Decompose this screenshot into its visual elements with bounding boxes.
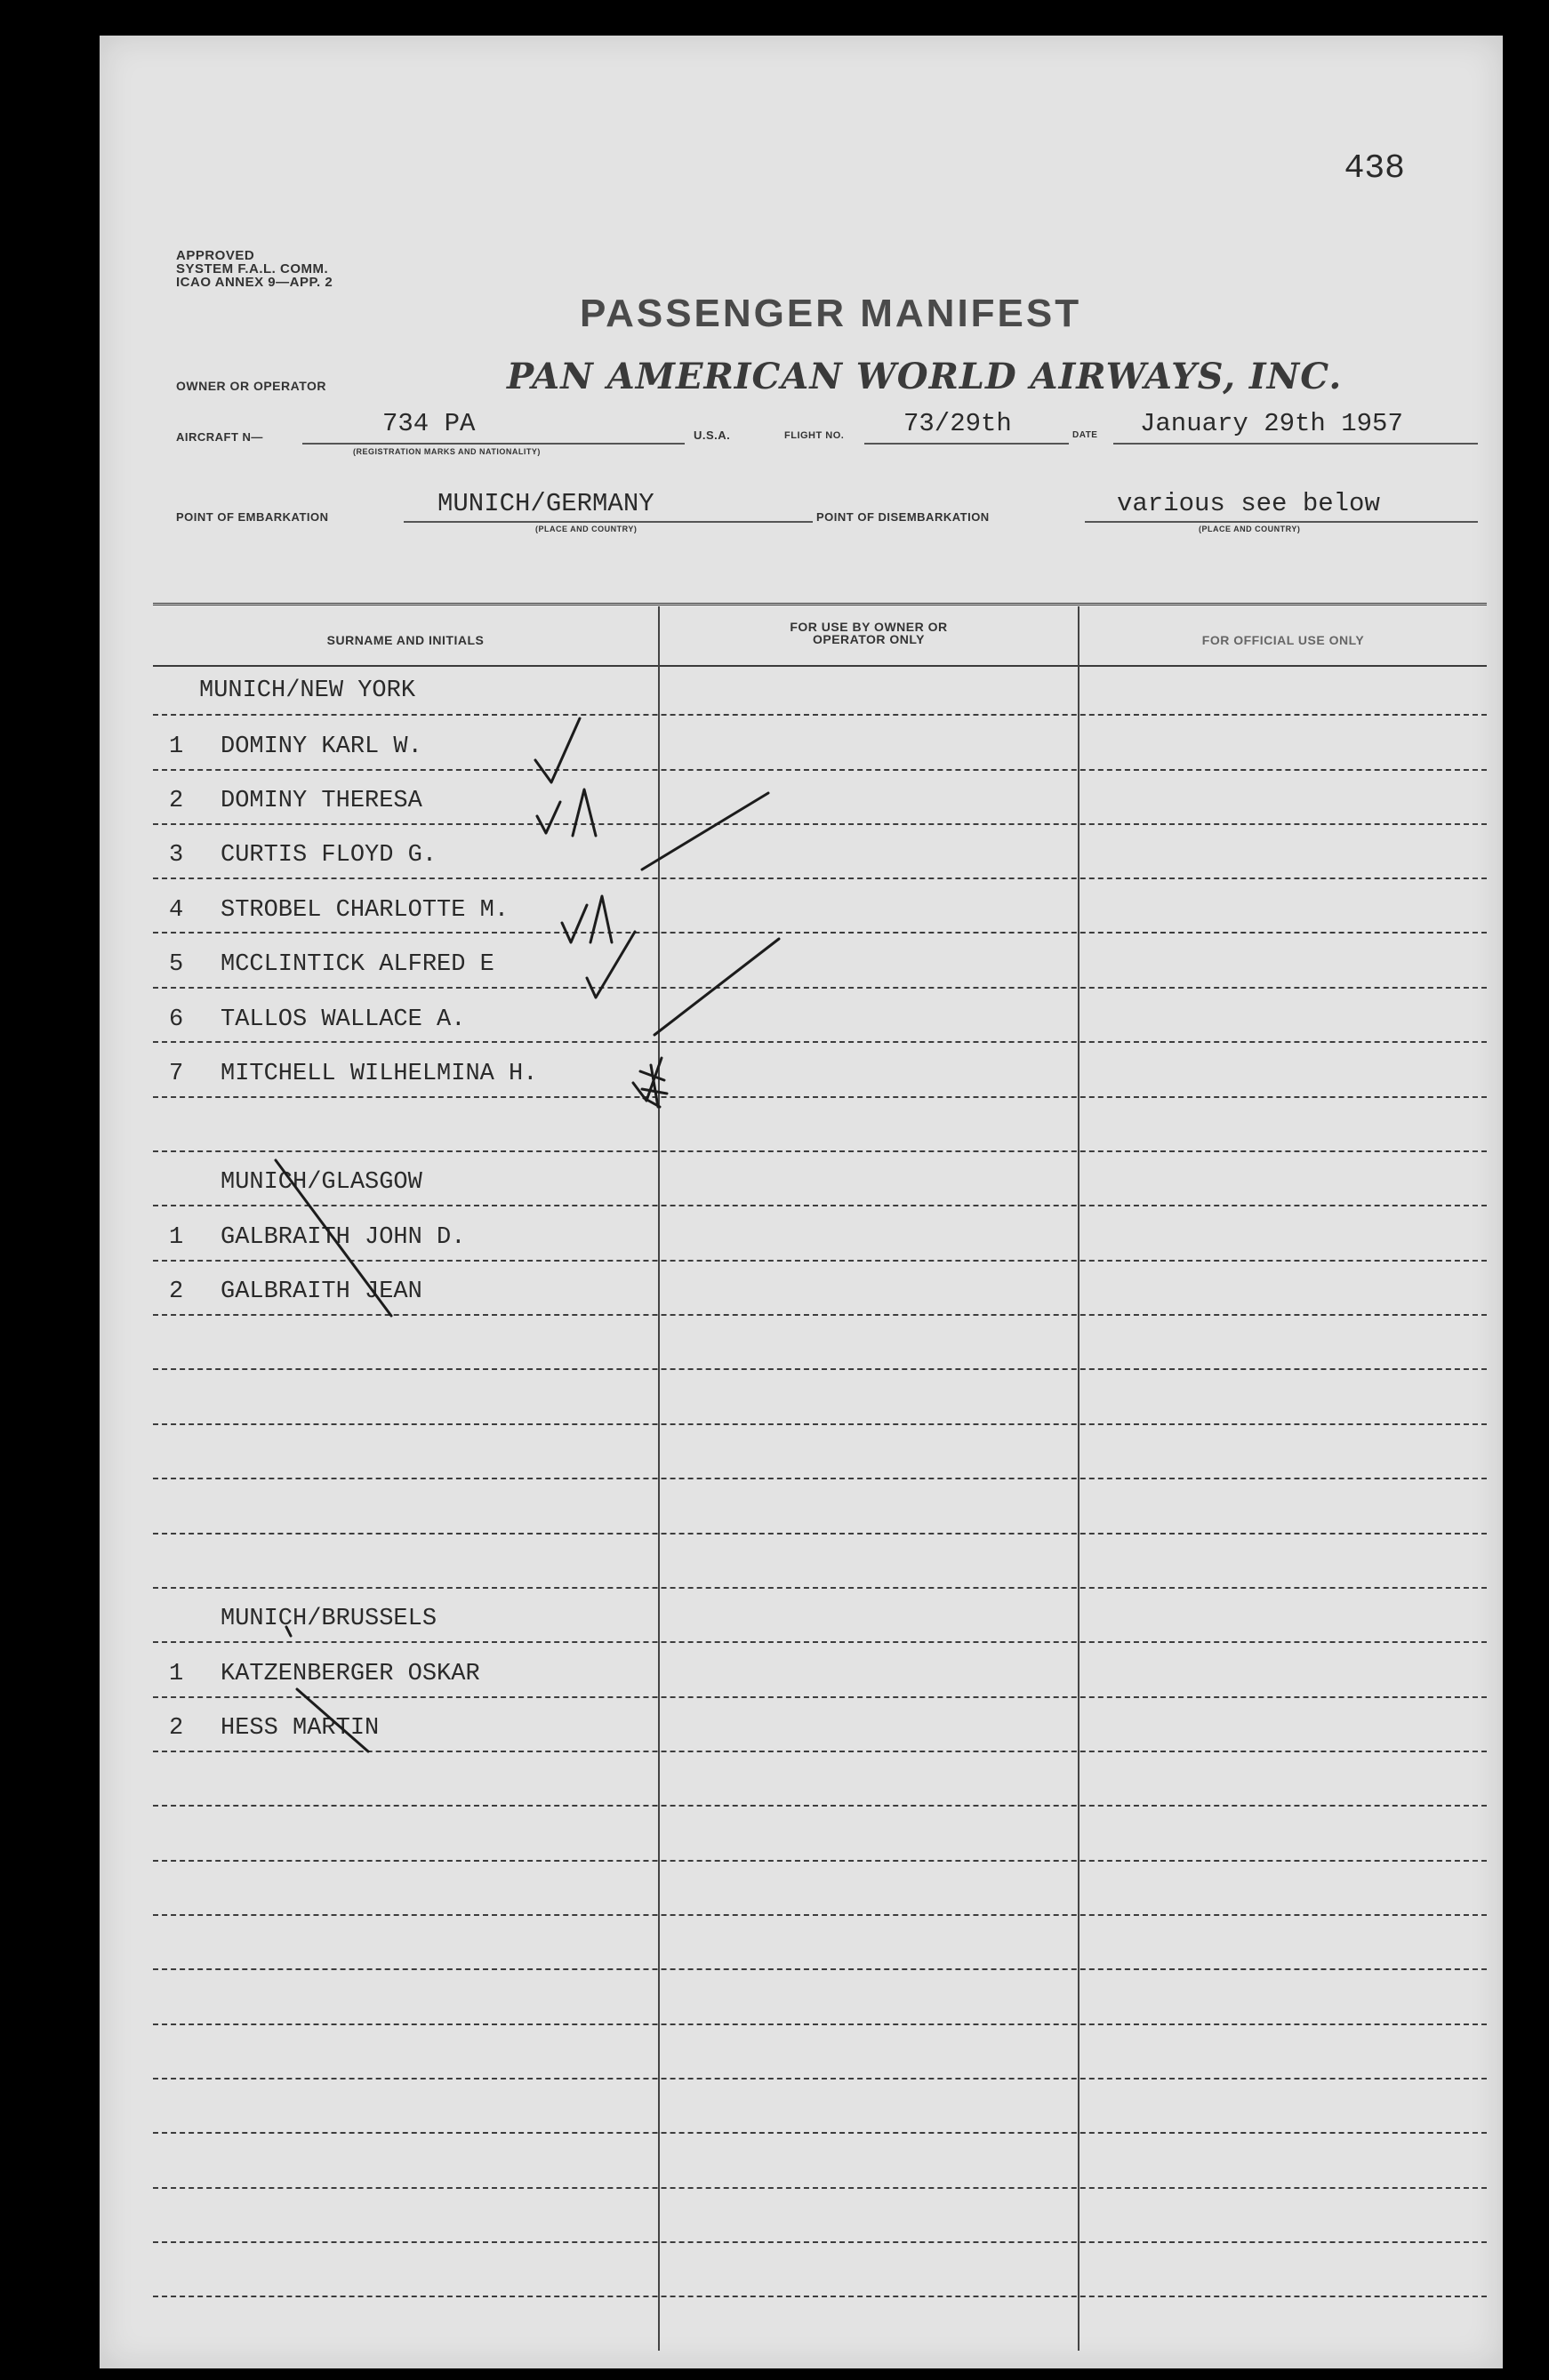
check-mark-icon [535, 718, 580, 782]
passenger-number: 2 [169, 1715, 184, 1742]
strike-line-icon [286, 1627, 291, 1636]
passenger-name: DOMINY KARL W. [221, 733, 422, 760]
passenger-number: 3 [169, 842, 184, 869]
passenger-name: STROBEL CHARLOTTE M. [221, 897, 510, 924]
flight-value: 73/29th [903, 409, 1012, 438]
strike-line-icon [276, 1160, 391, 1316]
passenger-name: TALLOS WALLACE A. [221, 1006, 466, 1033]
passenger-number: 1 [169, 733, 184, 760]
passenger-number: 2 [169, 788, 184, 814]
passenger-name: GALBRAITH JEAN [221, 1278, 422, 1305]
approval-line: APPROVED [176, 248, 255, 263]
flight-label: FLIGHT NO. [784, 430, 845, 441]
passenger-name: DOMINY THERESA [221, 788, 422, 814]
disembarkation-label: POINT OF DISEMBARKATION [816, 510, 990, 524]
check-mark-icon [537, 802, 560, 833]
aircraft-value: 734 PA [382, 409, 476, 438]
check-line-icon [654, 939, 779, 1035]
passenger-name: CURTIS FLOYD G. [221, 842, 437, 869]
approval-line: SYSTEM F.A.L. COMM. [176, 261, 329, 276]
embarkation-value: MUNICH/GERMANY [437, 489, 654, 518]
airline-name: PAN AMERICAN WORLD AIRWAYS, INC. [507, 356, 1343, 397]
passenger-number: 4 [169, 897, 184, 924]
passenger-number: 2 [169, 1278, 184, 1305]
annotation-a-icon [573, 789, 596, 836]
passenger-number: 1 [169, 1661, 184, 1687]
passenger-number: 7 [169, 1061, 184, 1087]
embarkation-label: POINT OF EMBARKATION [176, 510, 329, 524]
passenger-name: MITCHELL WILHELMINA H. [221, 1061, 538, 1087]
page-number: 438 [1344, 149, 1405, 188]
passenger-name: KATZENBERGER OSKAR [221, 1661, 480, 1687]
passenger-name: GALBRAITH JOHN D. [221, 1224, 466, 1251]
column-header-surname: SURNAME AND INITIALS [326, 633, 485, 647]
passenger-name: HESS MARTIN [221, 1715, 380, 1742]
passenger-number: 5 [169, 951, 184, 978]
approval-line: ICAO ANNEX 9—APP. 2 [176, 275, 333, 290]
disembarkation-sublabel: (PLACE AND COUNTRY) [1199, 525, 1301, 533]
manifest-sheet [100, 36, 1503, 2368]
annotation-a-icon [590, 896, 612, 942]
aircraft-label: AIRCRAFT N— [176, 430, 263, 444]
embarkation-sublabel: (PLACE AND COUNTRY) [535, 525, 638, 533]
date-label: DATE [1072, 430, 1098, 440]
scribble-mark-icon [633, 1058, 667, 1107]
column-header-owner-use: FOR USE BY OWNER OR OPERATOR ONLY [790, 620, 948, 646]
page-title: PASSENGER MANIFEST [580, 292, 1082, 335]
route-heading: MUNICH/GLASGOW [221, 1169, 422, 1196]
check-mark-icon [562, 905, 587, 942]
passenger-name: MCCLINTICK ALFRED E [221, 951, 494, 978]
handwritten-marks [100, 36, 1503, 2368]
date-value: January 29th 1957 [1140, 409, 1403, 438]
owner-label: OWNER OR OPERATOR [176, 379, 326, 393]
route-heading: MUNICH/BRUSSELS [221, 1606, 437, 1632]
passenger-number: 1 [169, 1224, 184, 1251]
passenger-number: 6 [169, 1006, 184, 1033]
aircraft-sublabel: (REGISTRATION MARKS AND NATIONALITY) [353, 447, 541, 456]
check-line-icon [642, 793, 768, 869]
strike-line-icon [297, 1689, 368, 1751]
column-header-official-use: FOR OFFICIAL USE ONLY [1201, 633, 1365, 647]
route-heading: MUNICH/NEW YORK [199, 677, 416, 704]
disembarkation-value: various see below [1117, 489, 1380, 518]
country-label: U.S.A. [694, 429, 731, 442]
